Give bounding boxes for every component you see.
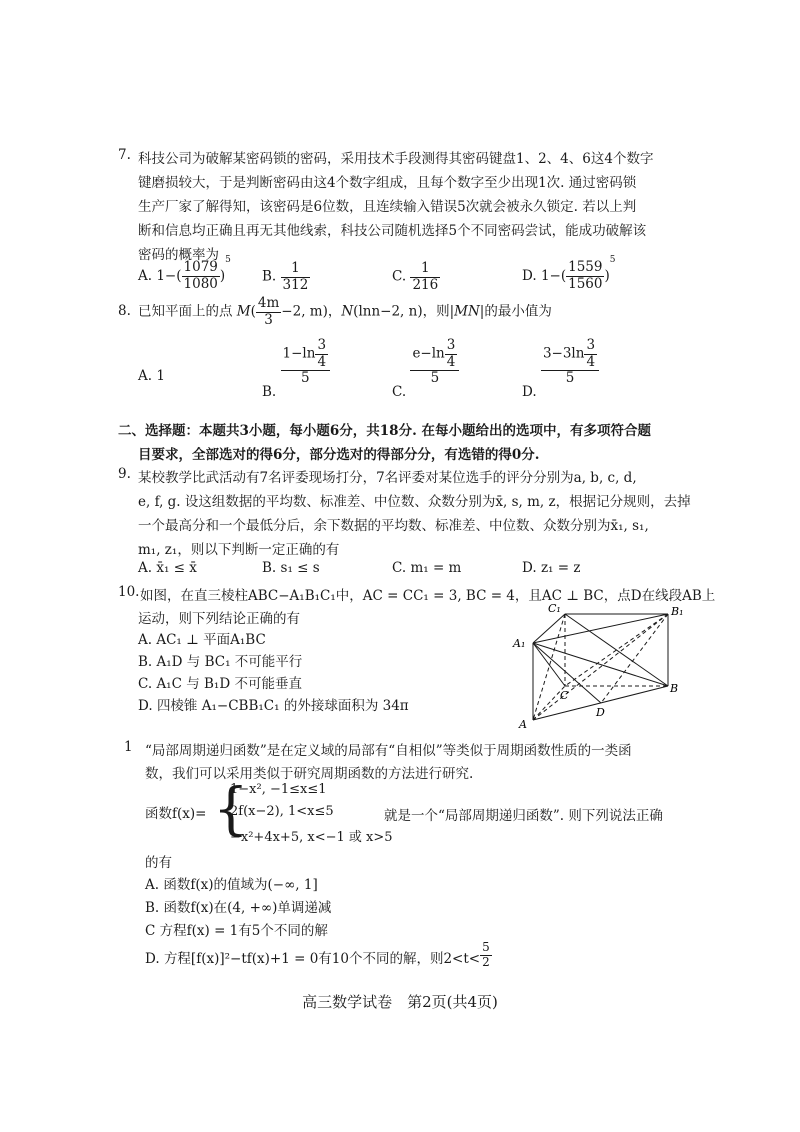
section-2-heading-cont: 目要求，全部选对的得6分，部分选对的得部分分，有选错的得0分. [138, 447, 540, 463]
q7-option-b: B. $\frac{1}{312}$ [262, 260, 309, 293]
q8-option-c: C. e−ln $\frac{3}{4}$ 5 [392, 338, 459, 387]
page-footer: 高三数学试卷 第2页(共4页) [302, 993, 498, 1011]
q11-line-1: “局部周期递归函数”是在定义域的局部有“自相似”等类似于周期函数性质的一类函 [145, 743, 632, 759]
q7-line-5: 密码的概率为 [138, 247, 219, 263]
q11-line-2: 数，我们可以采用类似于研究周期函数的方法进行研究. [145, 766, 474, 782]
q7-option-d: D. 1−( $\frac{1559}{1560}$ )$^5$ [522, 255, 616, 292]
q8-number: 8. [118, 303, 131, 319]
q11-option-c: C 方程f(x) = 1有5个不同的解 [145, 923, 328, 939]
q11-after: 就是一个“局部周期递归函数”. 则下列说法正确 [384, 808, 663, 824]
q7-option-c: C. $\frac{1}{216}$ [392, 260, 439, 293]
q10-option-b: B. A₁D 与 BC₁ 不可能平行 [138, 654, 303, 670]
label-a1: A₁ [513, 637, 526, 650]
prism-figure [505, 595, 695, 730]
q10-line-2: 运动，则下列结论正确的有 [138, 611, 300, 627]
label-d: D [596, 706, 605, 719]
q11-option-d: D. 方程[f(x)]²−tf(x)+1 = 0有10个不同的解，则2<t< $\frac{5}{2}$ [145, 940, 490, 969]
q10-number: 10. [118, 584, 140, 600]
label-c1: C₁ [548, 602, 561, 615]
q9-line-2: e, f, g. 设这组数据的平均数、标准差、中位数、众数分别为x̄, s, m, z，根据记分规则，去掉 [138, 494, 691, 510]
q9-option-a: A. x̄₁ ≤ x̄ [138, 560, 197, 576]
q7-line-2: 键磨损较大，于是判断密码由这4个数字组成，且每个数字至少出现1次. 通过密码锁 [138, 175, 637, 191]
q9-line-4: m₁, z₁，则以下判断一定正确的有 [138, 542, 340, 558]
label-c: C [560, 689, 569, 702]
q10-option-c: C. A₁C 与 B₁D 不可能垂直 [138, 676, 302, 692]
q7-line-4: 断和信息均正确且再无其他线索，科技公司随机选择5个不同密码尝试，能成功破解该 [138, 223, 647, 239]
q10-option-a: A. AC₁ ⊥ 平面A₁BC [138, 632, 266, 648]
q9-option-b: B. s₁ ≤ s [262, 560, 320, 576]
case-1: 1−x², −1≤x≤1 [230, 782, 327, 797]
q11-option-b: B. 函数f(x)在(4, +∞)单调递减 [145, 900, 332, 916]
label-b1: B₁ [671, 605, 684, 618]
q11-line-end: 的有 [145, 855, 172, 871]
q7-line-3: 生产厂家了解得知，该密码是6位数，且连续输入错误5次就会被永久锁定. 若以上判 [138, 199, 637, 215]
section-2-heading: 二、选择题：本题共3小题，每小题6分，共18分. 在每小题给出的选项中，有多项符合题 [118, 423, 651, 439]
q8-option-d: D. 3−3ln $\frac{3}{4}$ 5 [522, 338, 599, 387]
q8-stem: 已知平面上的点 M( $\frac{4m}{3}$ −2, m)，N(lnn−2, n)，则|MN|的最小值为 [138, 295, 552, 328]
q9-line-1: 某校教学比武活动有7名评委现场打分，7名评委对某位选手的评分分别为a, b, c, d, [138, 470, 637, 486]
case-2: 2f(x−2), 1<x≤5 [230, 804, 334, 819]
q7-number: 7. [118, 147, 131, 163]
q9-number: 9. [118, 466, 131, 482]
case-3: −x²+4x+5, x<−1 或 x>5 [230, 830, 393, 845]
q8-option-a: A. 1 [138, 368, 165, 384]
piecewise-brace: { [213, 777, 249, 842]
label-a: A [519, 718, 527, 730]
label-b: B [670, 682, 679, 695]
q9-option-d: D. z₁ = z [522, 560, 581, 576]
q10-option-d: D. 四棱锥 A₁−CBB₁C₁ 的外接球面积为 34π [138, 698, 409, 714]
q11-option-a: A. 函数f(x)的值域为(−∞, 1] [145, 877, 318, 893]
q11-number: 1 [124, 739, 133, 755]
q7-line-1: 科技公司为破解某密码锁的密码，采用技术手段测得其密码键盘1、2、4、6这4个数字 [138, 151, 654, 167]
q7-option-a: A. 1−( $\frac{1079}{1080}$ )$^5$ [138, 255, 231, 292]
q11-function-label: 函数f(x)= [145, 806, 207, 822]
q9-line-3: 一个最高分和一个最低分后，余下数据的平均数、标准差、中位数、众数分别为x̄₁, s₁, [138, 518, 649, 534]
q9-option-c: C. m₁ = m [392, 560, 462, 576]
q8-option-b: B. 1−ln $\frac{3}{4}$ 5 [262, 338, 330, 387]
q10-line-1: 如图，在直三棱柱ABC−A₁B₁C₁中，AC = CC₁ = 3, BC = 4，且AC ⊥ BC，点D在线段AB上 [140, 588, 716, 604]
